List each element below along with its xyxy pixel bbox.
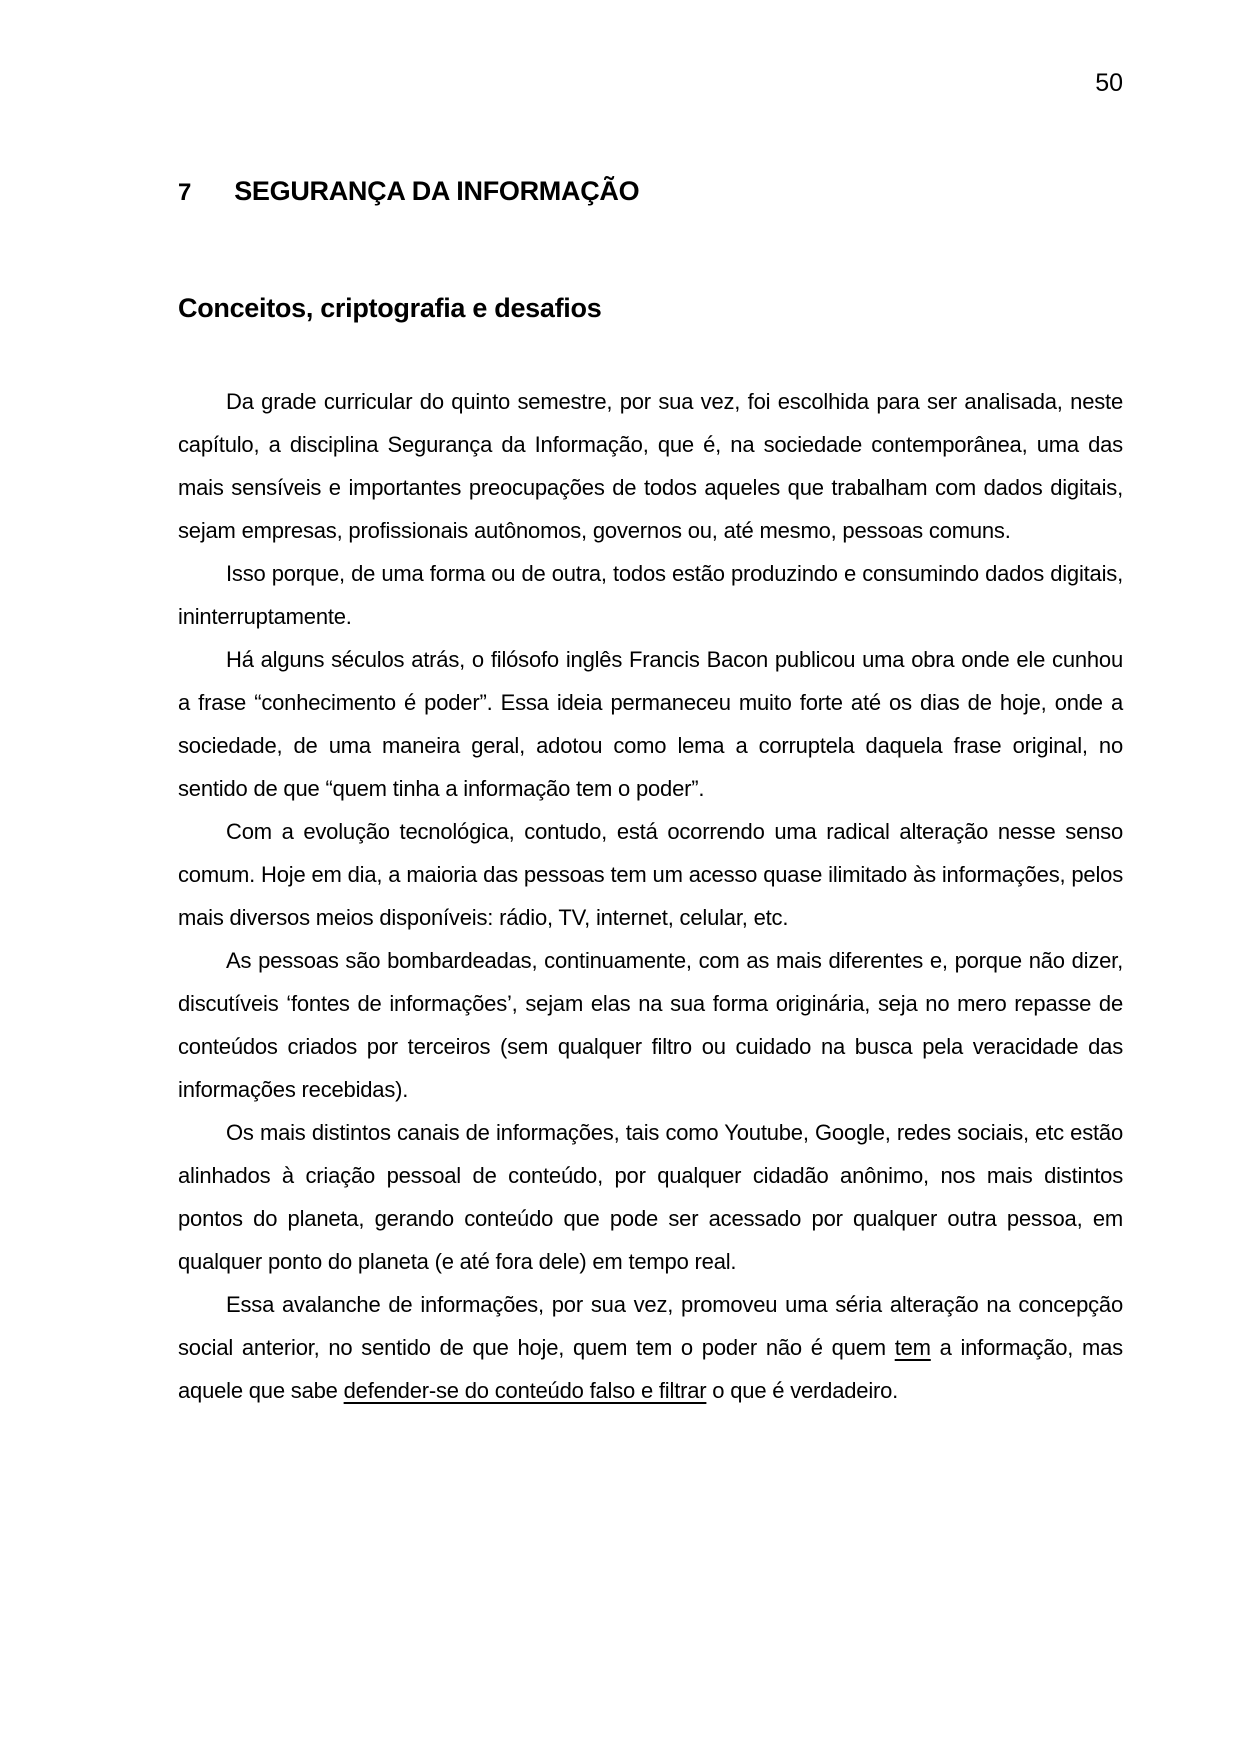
text-segment: Da grade curricular do quinto semestre, por sua vez, foi escolhida para ser analisada, neste capítulo, a disciplina Segurança da Informação, que é, na sociedade contemporânea, uma das mais sensíveis e importantes preocupações de todos aqueles que trabalham com dados digitais, sejam empresas, profissionais autônomos, governos ou, até mesmo, pessoas comuns.: [178, 389, 1123, 543]
body-paragraphs: [178, 380, 1123, 1412]
paragraph: [178, 638, 1123, 810]
page-number: 50: [1095, 69, 1123, 97]
paragraph: [178, 1283, 1123, 1412]
text-segment: Isso porque, de uma forma ou de outra, todos estão produzindo e consumindo dados digitais, ininterruptamente.: [178, 561, 1123, 629]
text-segment: Há alguns séculos atrás, o filósofo inglês Francis Bacon publicou uma obra onde ele cunhou a frase “conhecimento é poder”. Essa ideia permaneceu muito forte até os dias de hoje, onde a sociedade, de uma maneira geral, adotou como lema a corruptela daquela frase original, no sentido de que “quem tinha a informação tem o poder”.: [178, 647, 1123, 801]
chapter-heading: [178, 170, 1123, 214]
paragraph: [178, 1111, 1123, 1283]
paragraph: [178, 552, 1123, 638]
underlined-text: tem: [894, 1335, 931, 1360]
text-segment: As pessoas são bombardeadas, continuamente, com as mais diferentes e, porque não dizer, discutíveis ‘fontes de informações’, sejam elas na sua forma originária, seja no mero repasse de conteúdos criados por terceiros (sem qualquer filtro ou cuidado na busca pela veracidade das informações recebidas).: [178, 948, 1123, 1102]
paragraph: [178, 939, 1123, 1111]
chapter-title: SEGURANÇA DA INFORMAÇÃO: [234, 176, 640, 206]
section-subheading: Conceitos, criptografia e desafios: [178, 293, 602, 323]
text-segment: o que é verdadeiro.: [706, 1378, 899, 1403]
text-segment: Com a evolução tecnológica, contudo, está ocorrendo uma radical alteração nesse senso comum. Hoje em dia, a maioria das pessoas tem um acesso quase ilimitado às informações, pelos mais diversos meios disponíveis: rádio, TV, internet, celular, etc.: [178, 819, 1123, 930]
paragraph: [178, 810, 1123, 939]
text-segment: a informação, mas aquele que sabe: [178, 1335, 1123, 1403]
paragraph: [178, 380, 1123, 552]
text-segment: Essa avalanche de informações, por sua vez, promoveu uma séria alteração na concepção social anterior, no sentido de que hoje, quem tem o poder não é quem: [178, 1292, 1123, 1360]
underlined-text: defender-se do conteúdo falso e filtrar: [343, 1378, 707, 1403]
chapter-number: 7: [178, 179, 192, 206]
text-segment: Os mais distintos canais de informações, tais como Youtube, Google, redes sociais, etc estão alinhados à criação pessoal de conteúdo, por qualquer cidadão anônimo, nos mais distintos pontos do planeta, gerando conteúdo que pode ser acessado por qualquer outra pessoa, em qualquer ponto do planeta (e até fora dele) em tempo real.: [178, 1120, 1123, 1274]
